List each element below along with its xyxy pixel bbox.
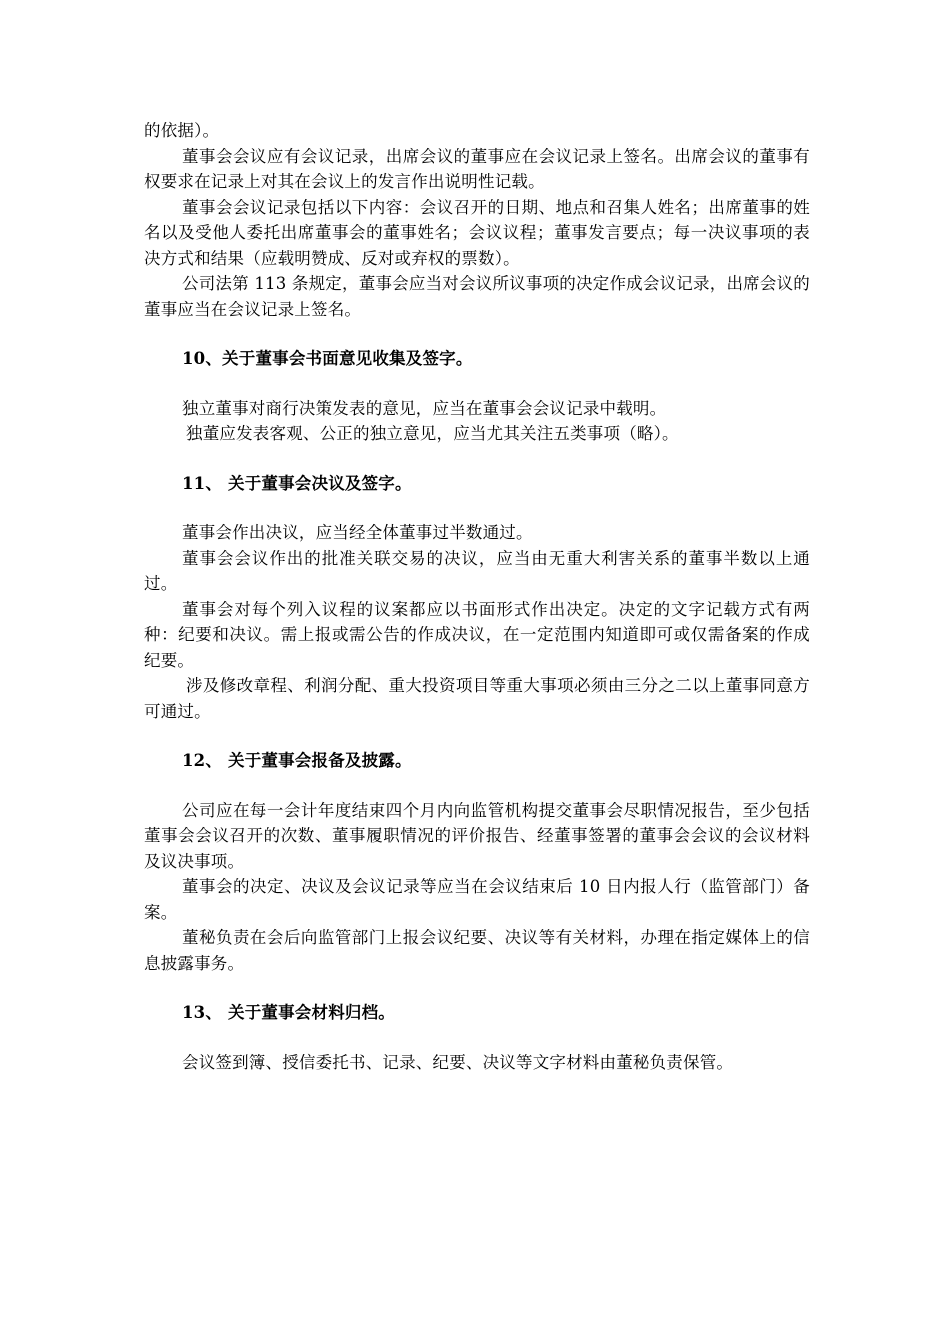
paragraph-meeting-record-signature: 董事会会议应有会议记录，出席会议的董事应在会议记录上签名。出席会议的董事有权要求在记录上对其在会议上的发言作出说明性记载。	[144, 146, 810, 191]
section-13-paragraph-1: 会议签到簿、授信委托书、记录、纪要、决议等文字材料由董秘负责保管。	[182, 1052, 734, 1072]
section-12-heading: 12、 关于董事会报备及披露。	[182, 751, 412, 770]
section-10-heading: 10、关于董事会书面意见收集及签字。	[182, 349, 473, 368]
section-12-paragraph-2: 董事会的决定、决议及会议记录等应当在会议结束后 10 日内报人行（监管部门）备案。	[144, 877, 810, 922]
section-10-paragraph-2: 独董应发表客观、公正的独立意见，应当尤其关注五类事项（略）。	[186, 424, 679, 443]
paragraph-meeting-record-contents: 董事会会议记录包括以下内容：会议召开的日期、地点和召集人姓名；出席董事的姓名以及受他人委托出席董事会的董事姓名；会议议程；董事发言要点；每一决议事项的表决方式和结果（应载明赞成、反对或弃权的票数）。	[144, 197, 810, 268]
section-11-paragraph-4: 涉及修改章程、利润分配、重大投资项目等重大事项必须由三分之二以上董事同意方可通过。	[144, 676, 810, 721]
section-12-paragraph-1: 公司应在每一会计年度结束四个月内向监管机构提交董事会尽职情况报告，至少包括董事会会议召开的次数、董事履职情况的评价报告、经董事签署的董事会会议的会议材料及议决事项。	[144, 800, 810, 871]
section-13-heading: 13、 关于董事会材料归档。	[182, 1003, 396, 1022]
document-page	[144, 118, 810, 1075]
paragraph-company-law-113: 公司法第 113 条规定，董事会应当对会议所议事项的决定作成会议记录，出席会议的董事应当在会议记录上签名。	[144, 274, 810, 319]
section-11-paragraph-2: 董事会会议作出的批准关联交易的决议，应当由无重大利害关系的董事半数以上通过。	[144, 548, 810, 593]
section-11-heading: 11、 关于董事会决议及签字。	[182, 473, 412, 493]
section-12-paragraph-3: 董秘负责在会后向监管部门上报会议纪要、决议等有关材料，办理在指定媒体上的信息披露事务。	[144, 928, 810, 973]
section-10-paragraph-1: 独立董事对商行决策发表的意见，应当在董事会会议记录中载明。	[182, 398, 667, 418]
section-11-paragraph-1: 董事会作出决议，应当经全体董事过半数通过。	[182, 523, 533, 542]
paragraph-continuation: 的依据）。	[144, 121, 220, 140]
section-11-paragraph-3: 董事会对每个列入议程的议案都应以书面形式作出决定。决定的文字记载方式有两种：纪要和决议。需上报或需公告的作成决议，在一定范围内知道即可或仅需备案的作成纪要。	[144, 599, 810, 670]
